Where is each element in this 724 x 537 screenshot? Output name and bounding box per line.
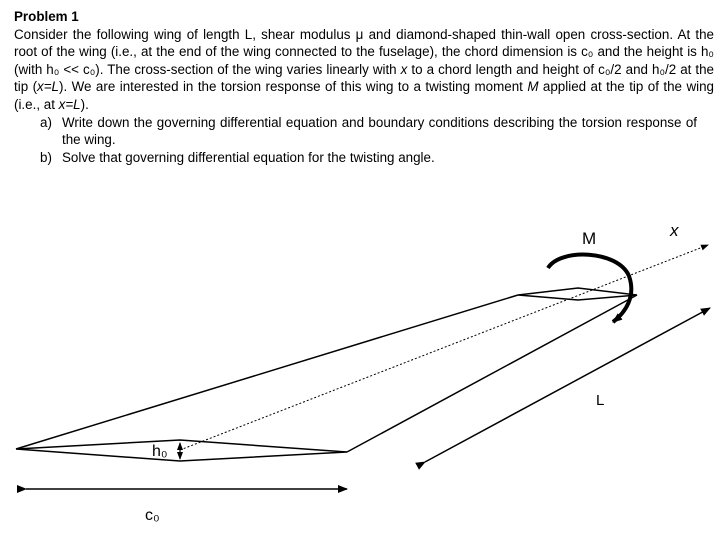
root-cross-section xyxy=(16,440,347,461)
problem-title: Problem 1 xyxy=(14,9,79,24)
question-b-text: Solve that governing differential equation for the twisting angle. xyxy=(62,149,435,165)
moment-label: M xyxy=(582,229,597,248)
wing-trailing-edge xyxy=(347,295,637,452)
intro-part-2: to a chord length and height of c₀/2 and h₀/2 at the tip ( xyxy=(14,61,715,95)
intro-part-4: applied at the tip of the wing (i.e., at xyxy=(14,79,714,112)
intro-var-tip-2: x=L xyxy=(58,96,81,112)
root-chord-label: c₀ xyxy=(145,507,160,524)
intro-part-3: ). We are interested in the torsion response of this wing to a twisting moment xyxy=(59,79,528,95)
x-axis-label: x xyxy=(670,221,679,240)
intro-var-tip: x=L xyxy=(37,79,60,95)
intro-part-5: ). xyxy=(80,96,89,112)
length-dimension-arrow xyxy=(425,308,710,462)
intro-part-1: Consider the following wing of length L, shear modulus μ and diamond-shaped thin-wall open cross-section. At the root of the wing (i.e., at the end of the wing connected to the fuselage), the chord dimension is c₀ and the height is h₀ (with h₀ << c₀). The cross-section of the wing varies linearly with xyxy=(14,26,714,77)
wing-leading-edge xyxy=(16,295,518,449)
intro-var-x: x xyxy=(400,61,408,77)
intro-var-moment: M xyxy=(527,79,539,95)
root-height-label: h₀ xyxy=(152,443,168,460)
tip-cross-section xyxy=(518,288,637,300)
question-b-letter: b) xyxy=(40,149,52,165)
question-a-text: Write down the governing differential equation and boundary conditions describing the torsion response of the wing. xyxy=(62,114,697,148)
length-label: L xyxy=(596,392,605,409)
question-a-letter: a) xyxy=(40,114,52,130)
moment-arrow xyxy=(548,255,631,322)
